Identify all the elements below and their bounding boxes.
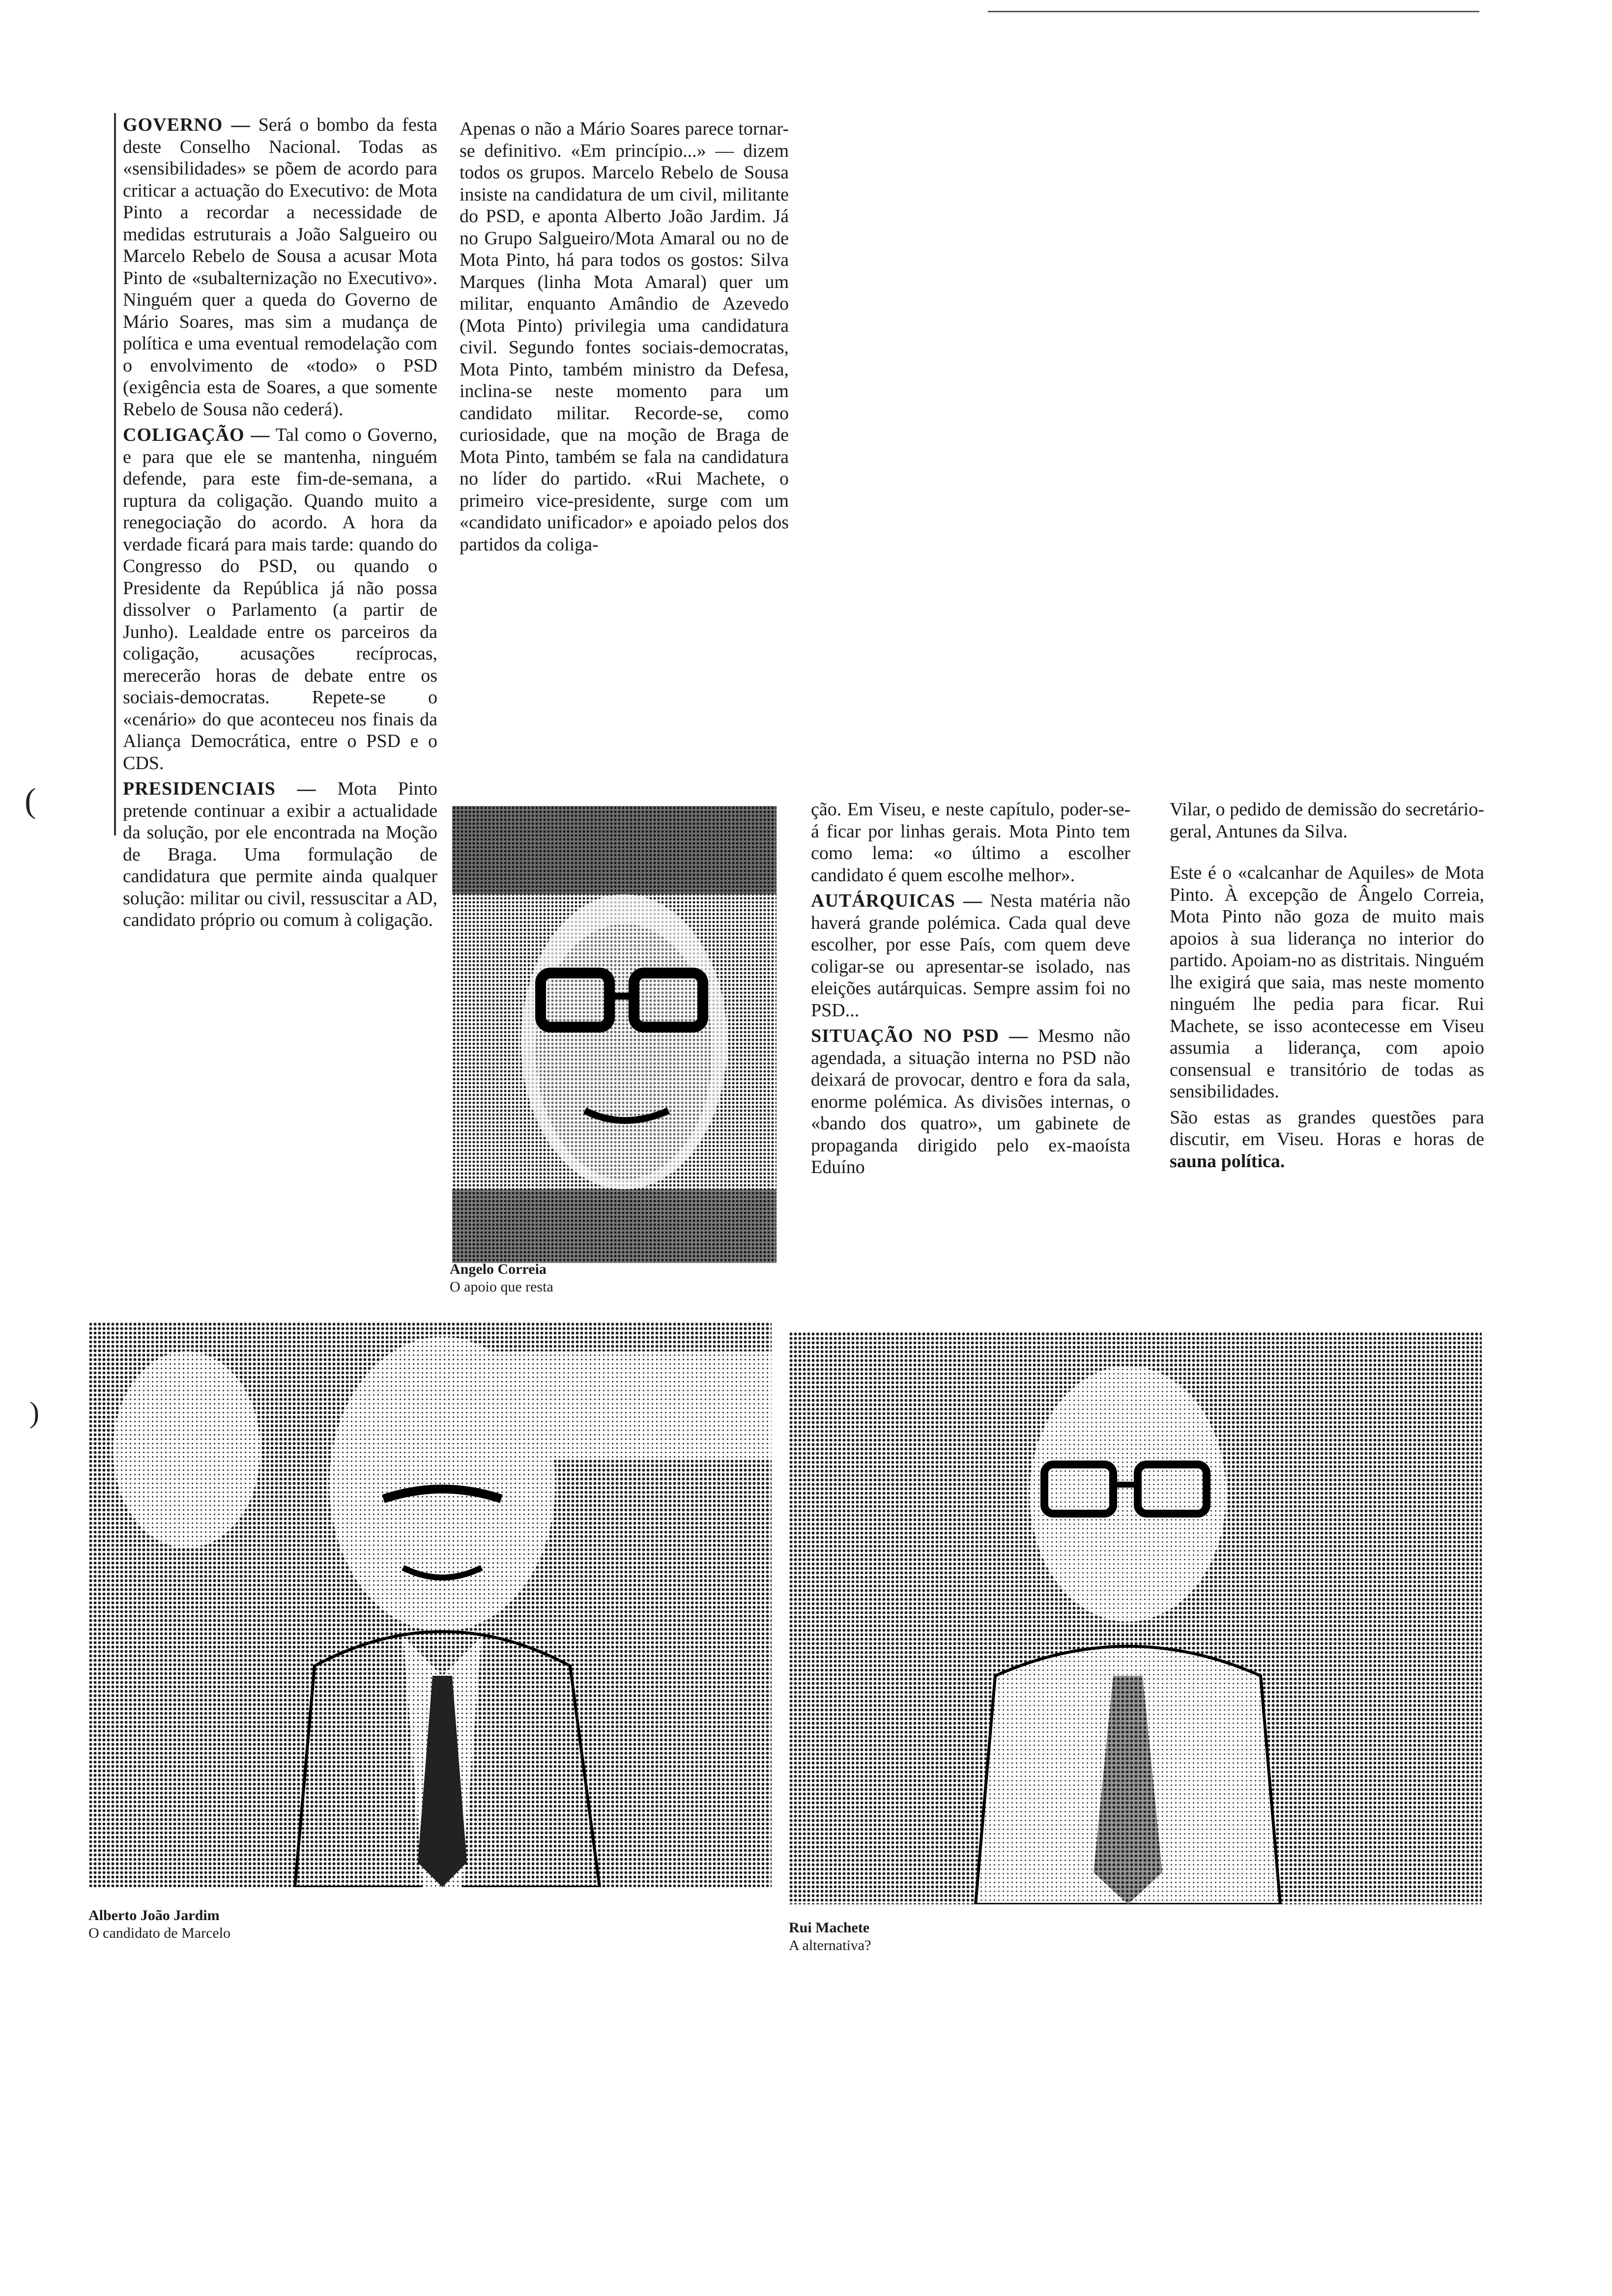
paragraph-viseu bbox=[811, 799, 1130, 886]
paragraph-text: Será o bombo da festa deste Conselho Nacional. Todas as «sensibilidades» se põem de acordo para criticar a actuação do Executivo: de Mota Pinto a recordar a necessidade de medidas estruturais a João Salgueiro ou Marcelo Rebelo de Sousa a acusar Mota Pinto de «subalternização no Executivo». Ninguém quer a queda do Governo de Mário Soares, mas sim a mudança de política e uma eventual remodelação com o envolvimento de «todo» o PSD (exigência esta de Soares, a que somente Rebelo de Sousa não cederá). bbox=[123, 115, 437, 420]
paragraph-text: Apenas o não a Mário Soares parece tornar-se definitivo. «Em princípio...» — dizem todos os grupos. Marcelo Rebelo de Sousa insiste na candidatura de um civil, militante do PSD, e aponta Alberto João Jardim. Já no Grupo Salgueiro/Mota Amaral ou no de Mota Pinto, há para todos os gostos: Silva Marques (linha Mota Amaral) quer um militar, enquanto Amândio de Azevedo (Mota Pinto) privilegia uma candidatura civil. Segundo fontes sociais-democratas, Mota Pinto, também ministro da Defesa, inclina-se neste momento para um candidato militar. Recorde-se, como curiosidade, que na moção de Braga de Mota Pinto, também se fala na candidatura no líder do partido. «Rui Machete, o primeiro vice-presidente, surge com um «candidato unificador» e apoiado pelos dos partidos da coliga- bbox=[460, 118, 789, 555]
photo-angelo-correia bbox=[452, 806, 777, 1263]
paragraph-governo bbox=[123, 114, 437, 420]
caption-rui-machete bbox=[789, 1919, 995, 1954]
paragraph-presidenciais bbox=[123, 778, 437, 931]
caption-subtitle: O apoio que resta bbox=[450, 1279, 553, 1295]
caption-alberto-joao-jardim bbox=[88, 1907, 344, 1942]
paragraph-text: Tal como o Governo, e para que ele se mantenha, ninguém defende, para este fim-de-semana, a ruptura da coligação. Quando muito a renegociação do acordo. A hora da verdade ficará para mais tarde: quando do Congresso do PSD, ou quando o Presidente da República já não possa dissolver o Parlamento (a partir de Junho). Lealdade entre os parceiros da coligação, acusações recíprocas, merecerão horas de debate entre os sociais-democratas. Repete-se o «cenário» do que aconteceu nos finais da Aliança Democrática, entre o PSD e o CDS. bbox=[123, 425, 437, 774]
emphasis-sauna-politica: sauna política. bbox=[1170, 1150, 1285, 1172]
paragraph-text: Mota Pinto pretende continuar a exibir a actualidade da solução, por ele encontrada na Moção de Braga. Uma formulação de candidatura que permite ainda qualquer solução: militar ou civil, ressuscitar a AD, candidato próprio ou comum à coligação. bbox=[123, 778, 438, 930]
article-column-3 bbox=[811, 799, 1130, 1182]
paragraph-text: Mesmo não agendada, a situação interna no PSD não deixará de provocar, dentro e fora da sala, enorme polémica. As divisões internas, o «bando dos quatro», um gabinete de propaganda dirigido pelo ex-maoísta Eduíno bbox=[811, 1026, 1131, 1177]
article-column-4 bbox=[1170, 799, 1484, 1176]
top-rule bbox=[988, 11, 1479, 12]
paragraph-situacao bbox=[811, 1025, 1130, 1178]
paragraph-text: Vilar, o pedido de demissão do secretário-geral, Antunes da Silva. bbox=[1170, 799, 1484, 842]
paragraph-vilar bbox=[1170, 799, 1484, 842]
caption-subtitle: O candidato de Marcelo bbox=[88, 1925, 231, 1941]
column-rule-left bbox=[114, 113, 116, 835]
keyword-presidenciais: PRESIDENCIAIS — bbox=[123, 778, 317, 799]
paragraph-text: Este é o «calcanhar de Aquiles» de Mota Pinto. À excepção de Ângelo Correia, Mota Pinto não goza de muito mais apoios à sua liderança no interior do partido. Apoiam-no as distritais. Ninguém lhe exigirá que saia, mas neste momento ninguém lhe pedia para ficar. Rui Machete, se isso acontecesse em Viseu assumia a liderança, com apoio consensual e transitório de todas as sensibilidades. bbox=[1170, 862, 1484, 1102]
paragraph-text: ção. Em Viseu, e neste capítulo, poder-se-á ficar por linhas gerais. Mota Pinto tem como lema: «o último a escolher candidato é quem escolhe melhor». bbox=[811, 799, 1130, 886]
caption-name: Angelo Correia bbox=[450, 1261, 547, 1277]
article-column-2 bbox=[460, 118, 789, 559]
keyword-governo: GOVERNO — bbox=[123, 115, 251, 135]
photo-rui-machete bbox=[789, 1332, 1482, 1904]
caption-name: Rui Machete bbox=[789, 1920, 870, 1936]
portrait-image bbox=[88, 1322, 772, 1887]
caption-name: Alberto João Jardim bbox=[88, 1907, 220, 1923]
paragraph-text: São estas as grandes questões para discutir, em Viseu. Horas e horas de bbox=[1170, 1107, 1484, 1149]
paragraph-aquiles bbox=[1170, 862, 1484, 1103]
portrait-image bbox=[452, 806, 777, 1263]
paragraph-coligacao bbox=[123, 424, 437, 774]
paragraph-autarquicas bbox=[811, 890, 1130, 1021]
scan-mark: ( bbox=[25, 782, 36, 820]
photo-alberto-joao-jardim bbox=[88, 1322, 772, 1887]
paragraph-candidatura bbox=[460, 118, 789, 555]
scan-mark: ) bbox=[29, 1396, 39, 1429]
caption-angelo-correia bbox=[450, 1261, 656, 1296]
keyword-coligacao: COLIGAÇÃO — bbox=[123, 425, 270, 445]
keyword-autarquicas: AUTÁRQUICAS — bbox=[811, 890, 983, 911]
caption-subtitle: A alternativa? bbox=[789, 1937, 871, 1953]
paragraph-text: Nesta matéria não haverá grande polémica. Cada qual deve escolher, por esse País, com quem deve coligar-se ou apresentar-se isolado, nas eleições autárquicas. Sempre assim foi no PSD... bbox=[811, 890, 1131, 1021]
keyword-situacao: SITUAÇÃO NO PSD — bbox=[811, 1026, 1029, 1046]
article-column-1 bbox=[123, 114, 437, 935]
paragraph-conclusao bbox=[1170, 1107, 1484, 1173]
portrait-image bbox=[789, 1332, 1482, 1904]
